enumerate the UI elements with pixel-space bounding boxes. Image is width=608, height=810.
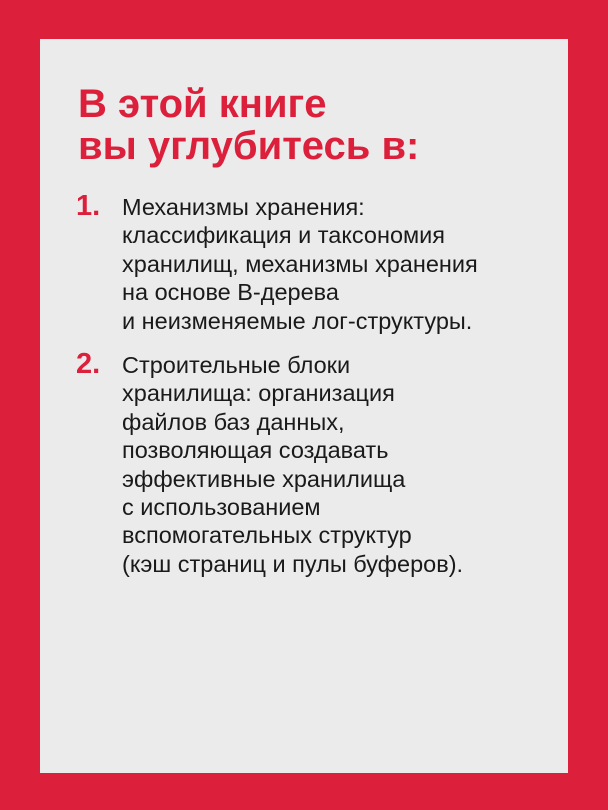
item-line: классификация и таксономия: [122, 222, 446, 249]
list-item: [76, 348, 546, 578]
item-line: на основе B-дерева: [122, 279, 339, 306]
item-text: [122, 351, 546, 578]
item-line: и неизменяемые лог-структуры.: [122, 307, 473, 334]
item-line: Строительные блоки: [122, 352, 351, 379]
item-line: хранилища: организация: [122, 380, 395, 407]
item-line: файлов баз данных,: [122, 408, 345, 435]
page-title: [78, 83, 419, 167]
topic-list: [76, 190, 546, 594]
content-card: [40, 39, 568, 773]
item-line: с использованием: [122, 494, 321, 521]
item-line: вспомогательных структур: [122, 522, 412, 549]
item-line: позволяющая создавать: [122, 437, 389, 464]
item-number: 2.: [76, 348, 101, 381]
title-line-1: В этой книге: [78, 82, 327, 126]
item-line: (кэш страниц и пулы буферов).: [122, 550, 464, 577]
item-line: хранилищ, механизмы хранения: [122, 250, 478, 277]
item-number: 1.: [76, 190, 101, 222]
item-line: эффективные хранилища: [122, 465, 406, 492]
list-item: [76, 190, 546, 335]
title-line-2: вы углубитесь в:: [78, 124, 420, 168]
item-line: Механизмы хранения:: [122, 194, 365, 220]
item-text: [122, 193, 546, 335]
